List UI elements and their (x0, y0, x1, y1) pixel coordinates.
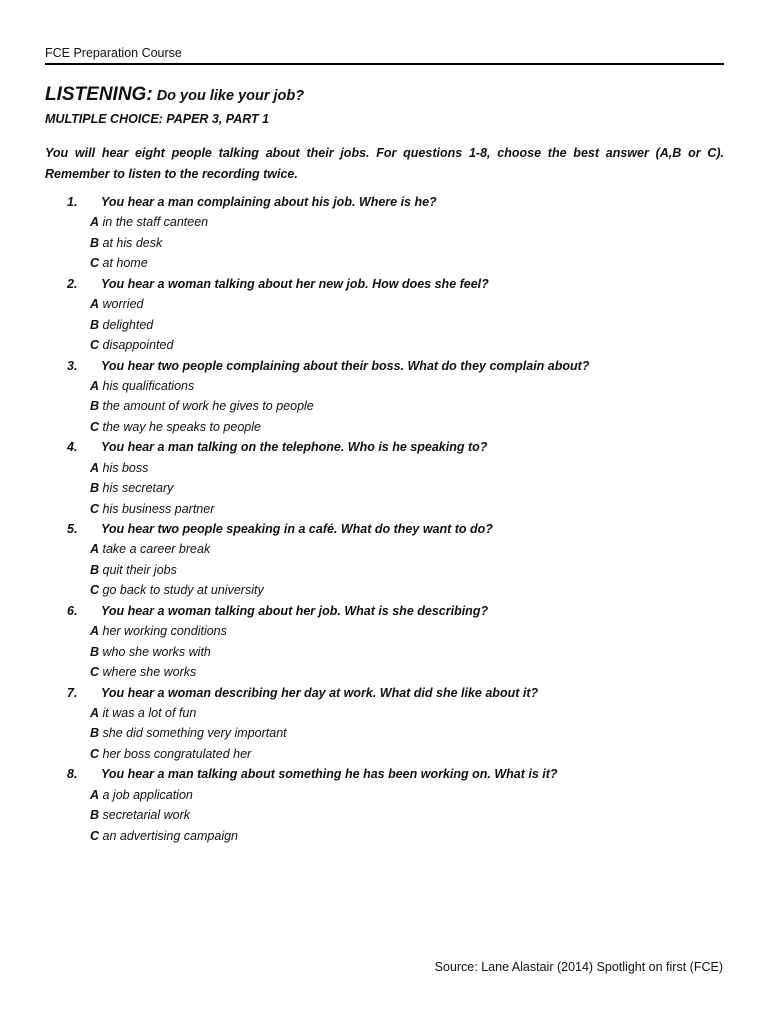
answer-option (45, 785, 724, 805)
option-letter: A (90, 460, 100, 475)
question-number: 4. (67, 440, 78, 455)
option-letter: B (90, 726, 100, 741)
option-letter: C (90, 746, 100, 761)
answer-option (45, 458, 724, 478)
question-list (45, 192, 724, 846)
question-item (45, 519, 724, 539)
option-text: disappointed (99, 338, 174, 353)
option-text: the amount of work he gives to people (99, 399, 314, 414)
section-subtitle: MULTIPLE CHOICE: PAPER 3, PART 1 (45, 112, 270, 126)
option-text: his secretary (99, 481, 174, 496)
option-text: take a career break (99, 542, 211, 557)
source-citation: Source: Lane Alastair (2014) Spotlight on first (FCE) (434, 960, 723, 974)
question-item (45, 356, 724, 376)
answer-option (45, 580, 724, 600)
question-item (45, 192, 724, 212)
question-item (45, 274, 724, 294)
question-number: 2. (67, 276, 78, 291)
answer-option (45, 662, 724, 682)
option-letter: A (90, 215, 100, 230)
question-text: You hear two people speaking in a café. What do they want to do? (101, 522, 493, 536)
answer-option (45, 417, 724, 437)
option-text: his qualifications (99, 378, 195, 393)
option-text: secretarial work (99, 808, 191, 823)
option-letter: A (90, 542, 100, 557)
option-letter: C (90, 665, 100, 680)
option-text: her working conditions (99, 624, 227, 639)
option-letter: B (90, 481, 100, 496)
question-item (45, 764, 724, 784)
answer-option (45, 396, 724, 416)
answer-option (45, 376, 724, 396)
option-letter: A (90, 378, 100, 393)
question-number: 6. (67, 603, 78, 618)
title-sub: Do you like your job? (152, 88, 305, 104)
answer-option (45, 294, 724, 314)
option-letter: C (90, 583, 100, 598)
question-number: 8. (67, 767, 78, 782)
option-text: at home (99, 256, 148, 271)
page-header (45, 46, 724, 65)
option-text: she did something very important (99, 726, 287, 741)
option-text: where she works (99, 665, 197, 680)
option-letter: C (90, 501, 100, 516)
answer-option (45, 621, 724, 641)
question-number: 7. (67, 685, 78, 700)
option-text: his business partner (99, 501, 215, 516)
option-letter: B (90, 235, 100, 250)
question-item (45, 601, 724, 621)
option-letter: C (90, 338, 100, 353)
question-text: You hear two people complaining about their boss. What do they complain about? (101, 358, 590, 373)
title-main: LISTENING: (45, 84, 153, 105)
option-letter: B (90, 808, 100, 823)
question-item (45, 437, 724, 457)
answer-option (45, 642, 724, 662)
option-letter: B (90, 562, 100, 577)
answer-option (45, 478, 724, 498)
option-text: his boss (99, 460, 149, 475)
question-text: You hear a woman describing her day at work. What did she like about it? (101, 685, 539, 700)
course-name: FCE Preparation Course (45, 46, 182, 60)
option-letter: A (90, 624, 100, 639)
option-text: it was a lot of fun (99, 705, 197, 720)
answer-option (45, 315, 724, 335)
option-text: who she works with (99, 644, 211, 659)
option-letter: C (90, 419, 100, 434)
question-text: You hear a man complaining about his job. Where is he? (101, 195, 437, 209)
question-item (45, 683, 724, 703)
option-text: the way he speaks to people (99, 419, 261, 434)
answer-option (45, 499, 724, 519)
question-text: You hear a man talking on the telephone. Who is he speaking to? (101, 440, 488, 455)
option-letter: C (90, 828, 100, 843)
question-number: 5. (67, 522, 78, 536)
answer-option (45, 335, 724, 355)
option-letter: B (90, 644, 100, 659)
option-text: worried (99, 297, 144, 312)
option-letter: A (90, 705, 100, 720)
answer-option (45, 539, 724, 559)
question-text: You hear a man talking about something he has been working on. What is it? (101, 767, 558, 782)
answer-option (45, 560, 724, 580)
option-letter: B (90, 317, 100, 332)
answer-option (45, 744, 724, 764)
option-letter: B (90, 399, 100, 414)
option-text: quit their jobs (99, 562, 177, 577)
question-number: 1. (67, 195, 78, 209)
option-text: delighted (99, 317, 154, 332)
answer-option (45, 703, 724, 723)
option-text: at his desk (99, 235, 163, 250)
option-text: in the staff canteen (99, 215, 209, 230)
option-letter: C (90, 256, 100, 271)
question-text: You hear a woman talking about her job. What is she describing? (101, 603, 489, 618)
instructions: You will hear eight people talking about their jobs. For questions 1-8, choose the best answer (A,B or C). Remember to listen to the recording twice. (45, 146, 724, 181)
answer-option (45, 826, 724, 846)
answer-option (45, 212, 724, 232)
option-text: go back to study at university (99, 583, 264, 598)
option-letter: A (90, 297, 100, 312)
answer-option (45, 805, 724, 825)
answer-option (45, 723, 724, 743)
answer-option (45, 253, 724, 273)
question-text: You hear a woman talking about her new job. How does she feel? (101, 276, 489, 291)
option-text: her boss congratulated her (99, 746, 252, 761)
answer-option (45, 233, 724, 253)
option-text: a job application (99, 787, 193, 802)
page-title (45, 84, 304, 106)
option-text: an advertising campaign (99, 828, 239, 843)
option-letter: A (90, 787, 100, 802)
question-number: 3. (67, 358, 78, 373)
